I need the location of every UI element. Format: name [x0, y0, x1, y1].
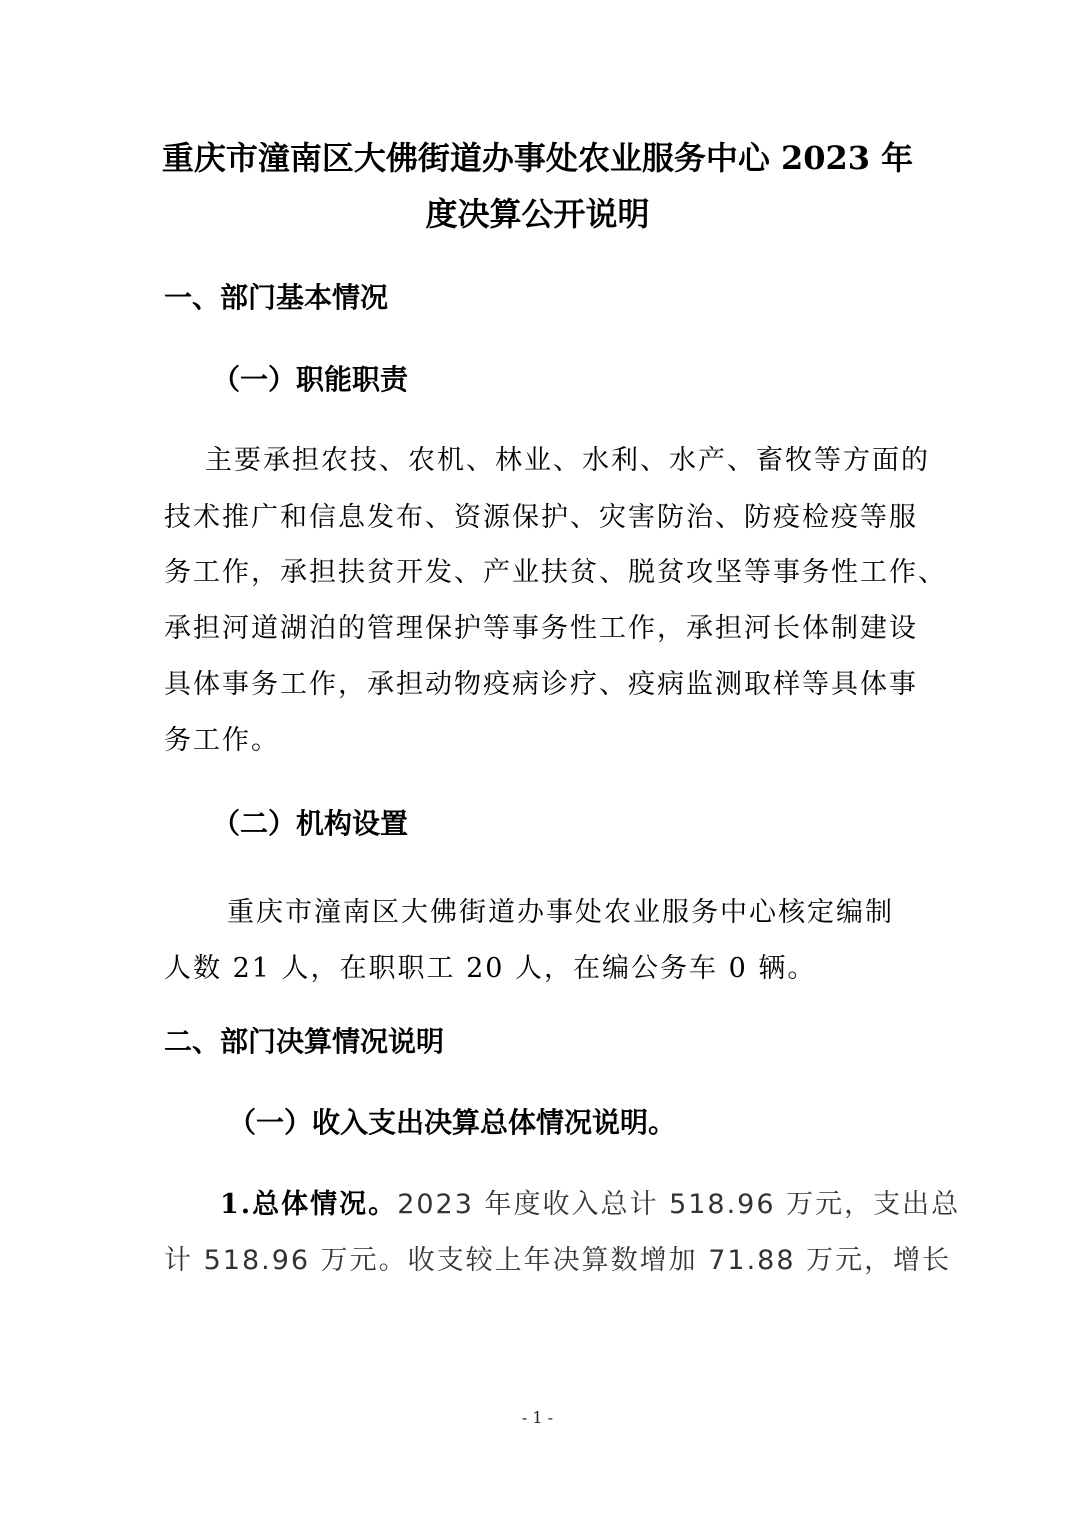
paragraph-line: 人数 21 人，在职职工 20 人，在编公务车 0 辆。: [164, 953, 817, 984]
item-lead-overall: 1.总体情况。: [220, 1189, 398, 1220]
paragraph-line: 务工作，承担扶贫开发、产业扶贫、脱贫攻坚等事务性工作、: [164, 557, 947, 588]
paragraph-line: 计 518.96 万元。收支较上年决算数增加 71.88 万元，增长: [164, 1245, 952, 1276]
subsection-heading-functions: （一）职能职责: [212, 363, 409, 396]
paragraph-line: 重庆市潼南区大佛街道办事处农业服务中心核定编制: [227, 897, 894, 928]
document-title-line-2: 度决算公开说明: [425, 195, 650, 233]
paragraph-line: 主要承担农技、农机、林业、水利、水产、畜牧等方面的: [205, 445, 930, 476]
section-heading-basic-info: 一、部门基本情况: [164, 281, 389, 314]
subsection-heading-income-expenditure: （一）收入支出决算总体情况说明。: [228, 1106, 677, 1139]
paragraph-line: [220, 1187, 960, 1223]
paragraph-line: 承担河道湖泊的管理保护等事务性工作，承担河长体制建设: [164, 613, 918, 644]
document-title-line-1: 重庆市潼南区大佛街道办事处农业服务中心 2023 年: [161, 139, 914, 177]
section-heading-budget-explanation: 二、部门决算情况说明: [164, 1025, 445, 1058]
paragraph-line: 技术推广和信息发布、资源保护、灾害防治、防疫检疫等服: [164, 502, 918, 533]
subsection-heading-organization: （二）机构设置: [212, 807, 409, 840]
paragraph-line: 务工作。: [164, 725, 280, 756]
paragraph-line: 具体事务工作，承担动物疫病诊疗、疫病监测取样等具体事: [164, 669, 918, 700]
page-number: - 1 -: [521, 1408, 554, 1427]
item-text: 2023 年度收入总计 518.96 万元，支出总: [397, 1189, 961, 1220]
